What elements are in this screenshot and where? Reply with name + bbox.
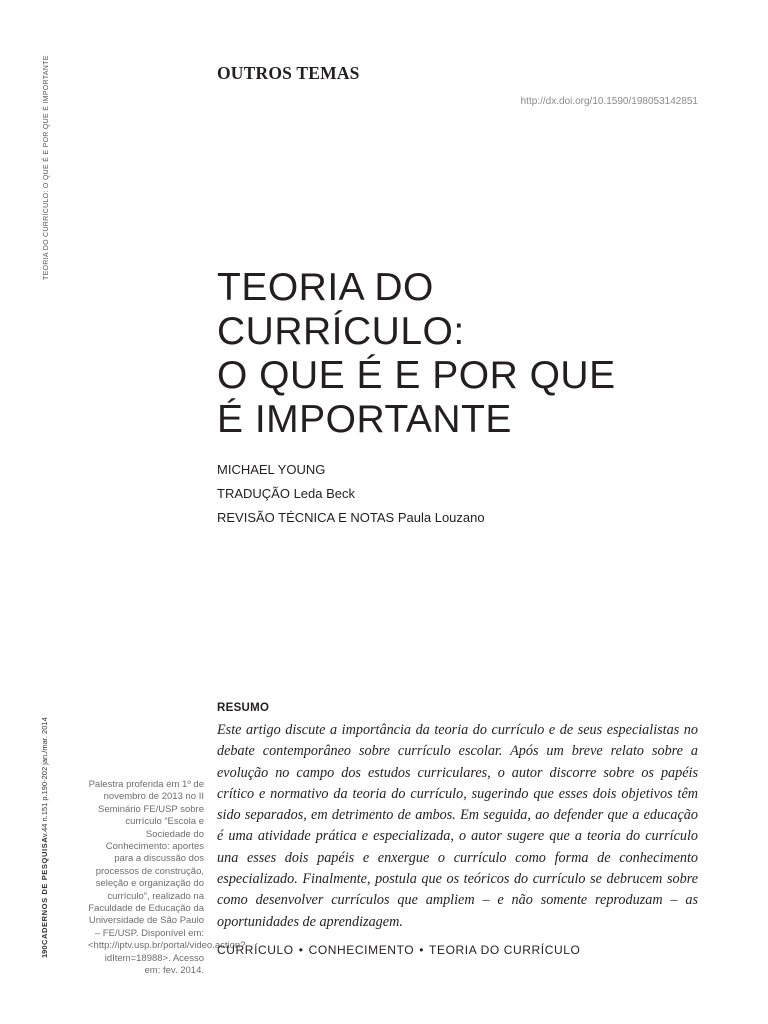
page-number: 190 xyxy=(40,945,49,958)
journal-name: CADERNOS DE PESQUISA xyxy=(40,837,49,946)
keyword-separator: • xyxy=(298,943,304,957)
review-credit xyxy=(217,506,697,530)
running-header: TEORIA DO CURRÍCULO: O QUE É E POR QUE É IMPORTANTE xyxy=(43,55,50,280)
title-line: O QUE É E POR QUE xyxy=(217,354,616,397)
author-name: MICHAEL YOUNG xyxy=(217,462,326,477)
abstract-body: Este artigo discute a importância da teoria do currículo e de seus especialistas no debate contemporâneo sobre currículo escolar. Após um breve relato sobre a evolução no campo dos estudos curriculares, o autor discorre sobre os papéis crítico e normativo da teoria do currículo, sugerindo que esses dois objetivos têm sido separados, em detrimento de ambos. Em seguida, ao defender que a educação é uma atividade prática e especializada, o autor sugere que a teoria do currículo una esses dois papéis e enxergue o currículo como forma de conhecimento especializado. Finalmente, postula que os teóricos do currículo se debrucem sobre como desenvolver currículos que ampliem – e não somente reproduzam – as oportunidades de aprendizagem. xyxy=(217,722,698,930)
review-label: REVISÃO TÉCNICA E NOTAS xyxy=(217,510,395,525)
keyword: TEORIA DO CURRÍCULO xyxy=(429,943,581,957)
title-line: TEORIA DO xyxy=(217,266,434,309)
doi-link[interactable]: http://dx.doi.org/10.1590/198053142851 xyxy=(520,96,698,107)
journal-info xyxy=(40,718,54,958)
keyword-separator: • xyxy=(419,943,425,957)
article-title xyxy=(217,266,717,442)
translation-label: TRADUÇÃO xyxy=(217,486,290,501)
keywords xyxy=(217,943,580,957)
volume-info: v.44 n.151 p.190-202 jan./mar. 2014 xyxy=(40,717,49,838)
title-line: É IMPORTANTE xyxy=(217,398,512,441)
credits xyxy=(217,458,697,530)
keyword: CONHECIMENTO xyxy=(308,943,415,957)
footnote: Palestra proferida em 1º de novembro de 2013 no II Seminário FE/USP sobre currículo “Escola e Sociedade do Conhecimento: aportes para a discussão dos processos de construção, seleção e organização do currículo”, realizado na Faculdade de Educação da Universidade de São Paulo – FE/USP. Disponível em: <http://iptv.usp.br/portal/video.action?idItem=18988>. Acesso em: fev. 2014. xyxy=(88,779,246,977)
translation-credit xyxy=(217,482,697,506)
abstract-heading: RESUMO xyxy=(217,702,270,714)
keyword: CURRÍCULO xyxy=(217,943,294,957)
reviewer-name: Paula Louzano xyxy=(397,510,485,525)
translator-name: Leda Beck xyxy=(293,486,356,501)
title-line: CURRÍCULO: xyxy=(217,310,465,353)
section-label: OUTROS TEMAS xyxy=(217,63,360,83)
